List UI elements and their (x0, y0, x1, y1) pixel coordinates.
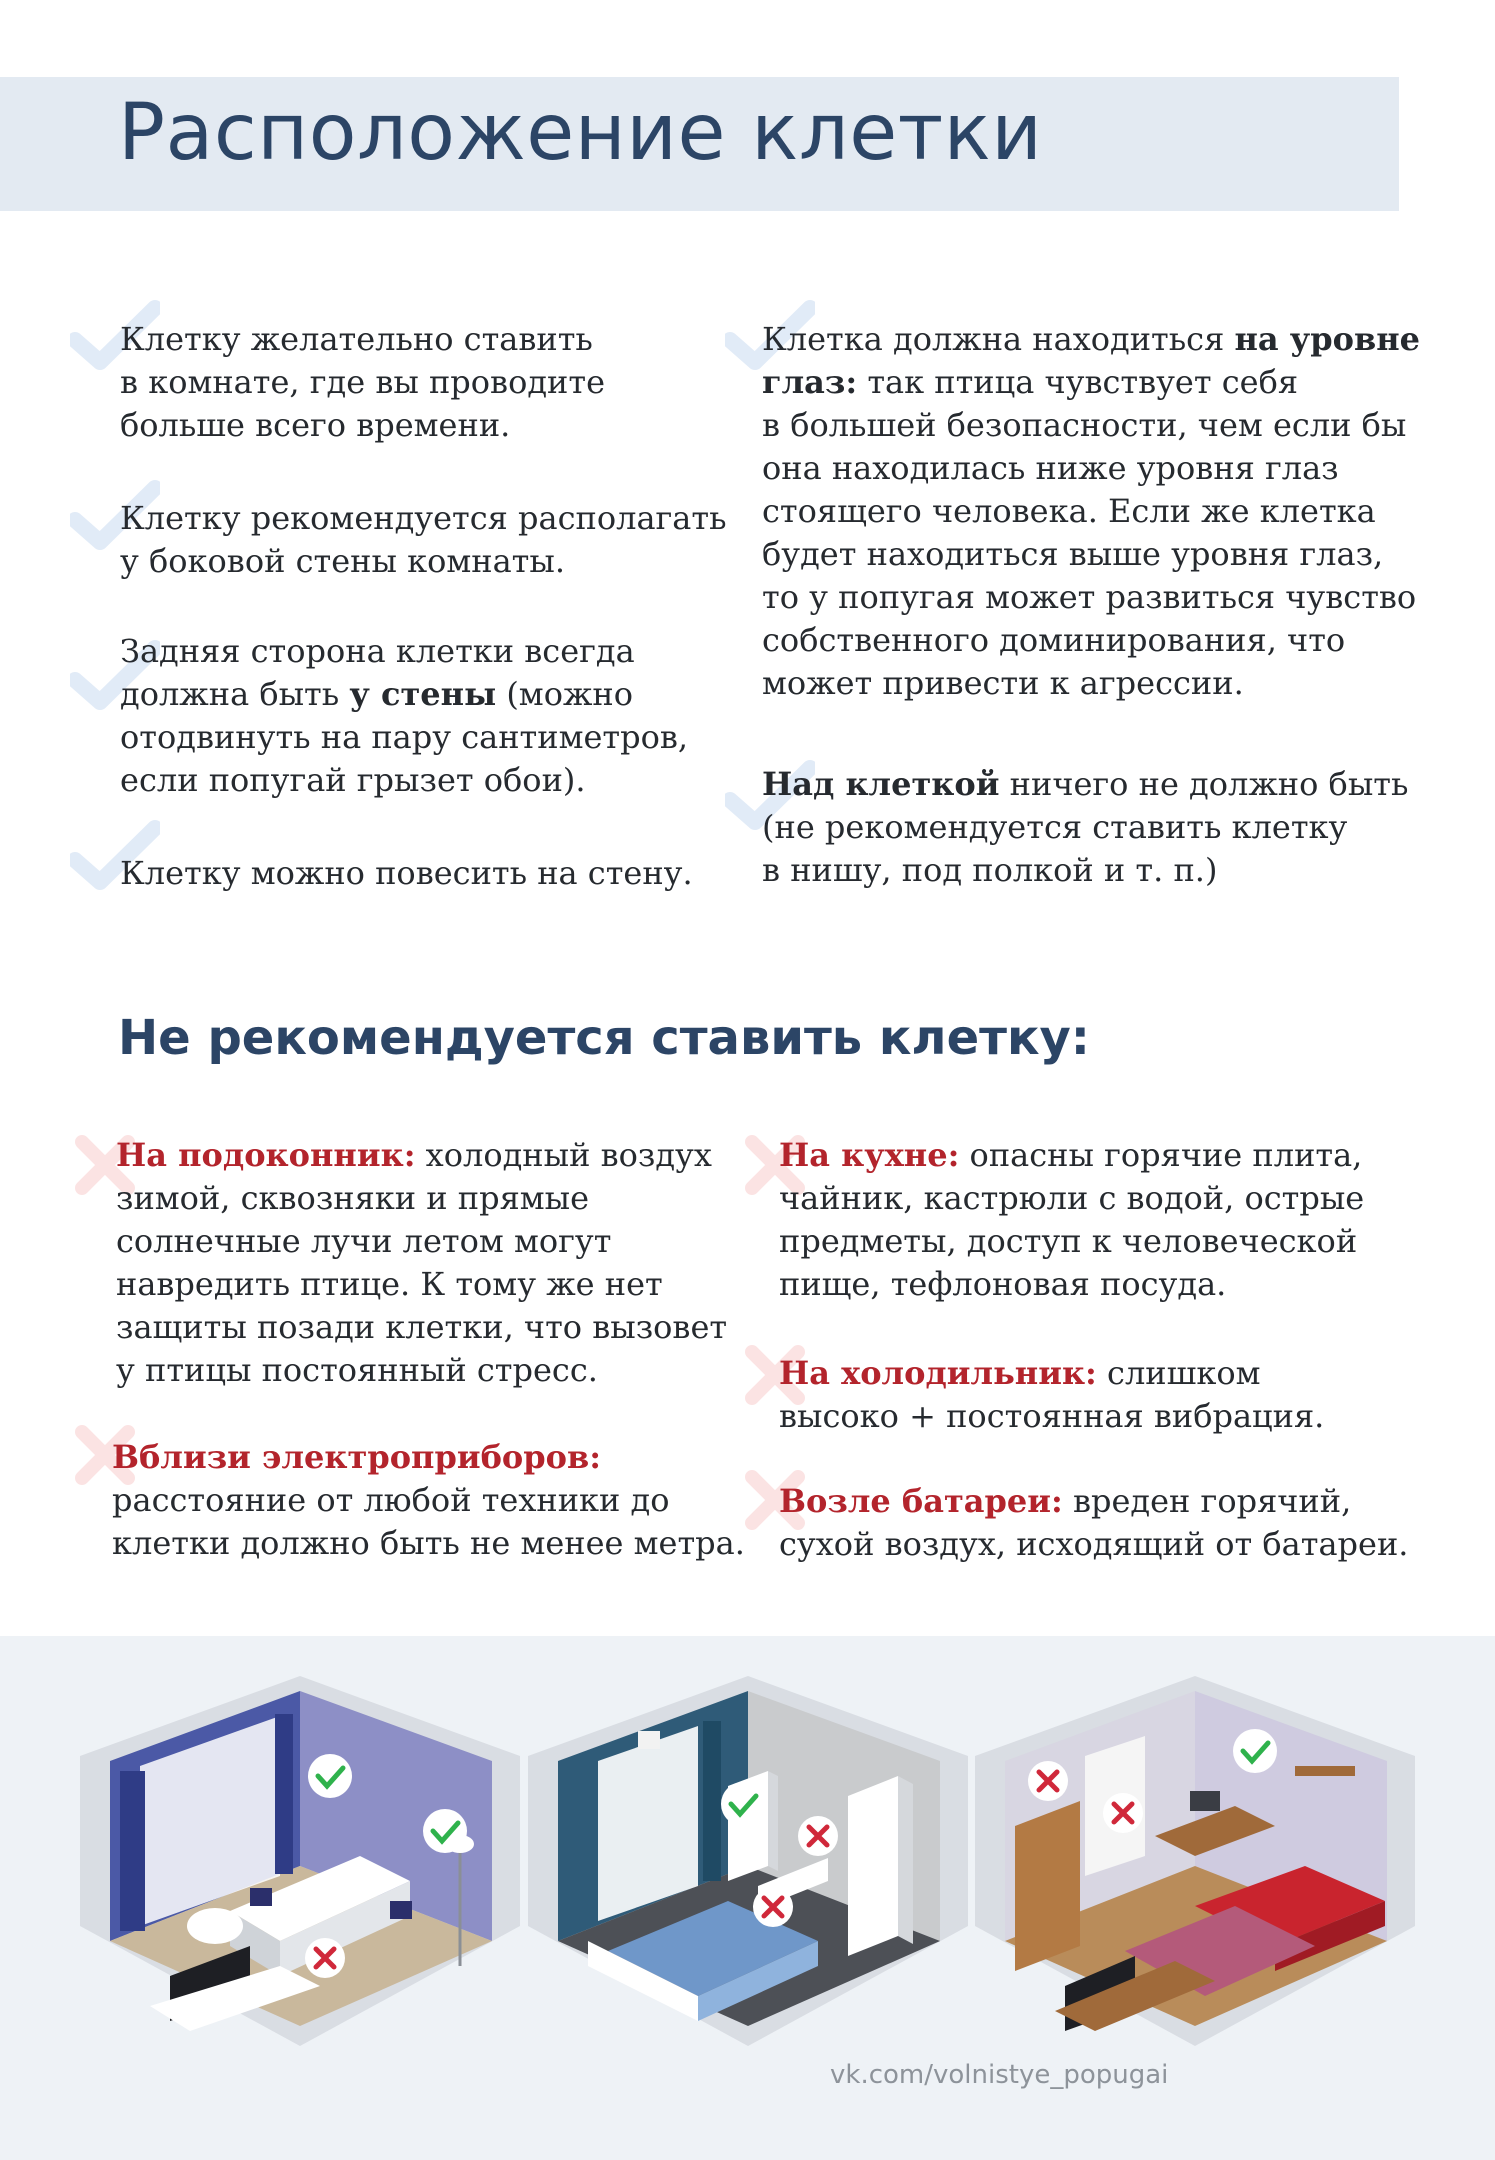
text-line (779, 1134, 1364, 1177)
text-line: может привести к агрессии. (762, 664, 1244, 702)
text-segment: холодный воздух (415, 1136, 712, 1174)
item-electronics (112, 1436, 745, 1565)
text-line (762, 318, 1420, 361)
text-line: (не рекомендуется ставить клетку (762, 808, 1348, 846)
section-subtitle: Не рекомендуется ставить клетку: (118, 1010, 1090, 1066)
item-label: На кухне: (779, 1136, 960, 1174)
bold-segment: на уровне (1234, 320, 1420, 358)
item-label: Возле батареи: (779, 1482, 1063, 1520)
item-fridge (779, 1352, 1324, 1438)
living-room-illustration (80, 1676, 520, 2046)
text-line: у птицы постоянный стресс. (116, 1351, 598, 1389)
text-line: если попугай грызет обои). (120, 761, 586, 799)
text-line: сухой воздух, исходящий от батареи. (779, 1525, 1409, 1563)
footer-link-text: vk.com/volnistye_popugai (830, 2060, 1169, 2090)
text-line: зимой, сквозняки и прямые (116, 1179, 590, 1217)
item-label: На подоконник: (116, 1136, 416, 1174)
text-line: клетки должно быть не менее метра. (112, 1524, 745, 1562)
text-line (779, 1352, 1324, 1395)
text-segment: должна быть (120, 675, 350, 713)
bold-segment: у стены (349, 675, 497, 713)
text-segment: слишком (1096, 1354, 1261, 1392)
paragraph-room (120, 318, 605, 447)
item-label: Вблизи электроприборов: (112, 1438, 602, 1476)
text-segment: Клетка должна находиться (762, 320, 1235, 358)
text-line: Клетку желательно ставить (120, 320, 593, 358)
text-line: будет находиться выше уровня глаз, (762, 535, 1384, 573)
item-windowsill (116, 1134, 727, 1392)
item-radiator (779, 1480, 1408, 1566)
text-line: больше всего времени. (120, 406, 511, 444)
text-line: чайник, кастрюли с водой, острые (779, 1179, 1365, 1217)
text-line: стоящего человека. Если же клетка (762, 492, 1376, 530)
text-line: Клетку можно повесить на стену. (120, 854, 693, 892)
text-segment: ничего не должно быть (999, 765, 1409, 803)
text-line (779, 1480, 1408, 1523)
text-line: в нишу, под полкой и т. п.) (762, 851, 1218, 889)
text-line (762, 361, 1420, 404)
text-line: у боковой стены комнаты. (120, 542, 566, 580)
text-line: собственного доминирования, что (762, 621, 1346, 659)
text-line: пище, тефлоновая посуда. (779, 1265, 1227, 1303)
text-segment: опасны горячие плита, (959, 1136, 1363, 1174)
paragraph-eye-level (762, 318, 1420, 705)
text-segment: так птица чувствует себя (857, 363, 1299, 401)
text-line (762, 763, 1408, 806)
bold-segment: глаз: (762, 363, 858, 401)
text-line: высоко + постоянная вибрация. (779, 1397, 1325, 1435)
study-room-illustration (975, 1676, 1415, 2046)
paragraph-above-cage (762, 763, 1408, 892)
paragraph-hang (120, 852, 693, 895)
text-line: в комнате, где вы проводите (120, 363, 605, 401)
text-line: предметы, доступ к человеческой (779, 1222, 1358, 1260)
text-line: то у попугая может развиться чувство (762, 578, 1417, 616)
text-line: она находилась ниже уровня глаз (762, 449, 1339, 487)
bedroom-illustration (528, 1676, 968, 2046)
text-segment: (можно (496, 675, 633, 713)
paragraph-side-wall (120, 497, 726, 583)
text-line: навредить птице. К тому же нет (116, 1265, 663, 1303)
item-kitchen (779, 1134, 1364, 1306)
text-line: в большей безопасности, чем если бы (762, 406, 1407, 444)
text-line: защиты позади клетки, что вызовет (116, 1308, 728, 1346)
item-label: На холодильник: (779, 1354, 1097, 1392)
text-line: солнечные лучи летом могут (116, 1222, 612, 1260)
bold-segment: Над клеткой (762, 765, 1000, 803)
text-line: отодвинуть на пару сантиметров, (120, 718, 689, 756)
page-title: Расположение клетки (118, 88, 1043, 178)
text-line: Клетку рекомендуется располагать (120, 499, 727, 537)
text-line (116, 1134, 727, 1177)
text-segment: вреден горячий, (1062, 1482, 1352, 1520)
text-line (120, 673, 688, 716)
paragraph-back-wall (120, 630, 688, 802)
text-line: Задняя сторона клетки всегда (120, 632, 635, 670)
text-line: расстояние от любой техники до (112, 1481, 670, 1519)
